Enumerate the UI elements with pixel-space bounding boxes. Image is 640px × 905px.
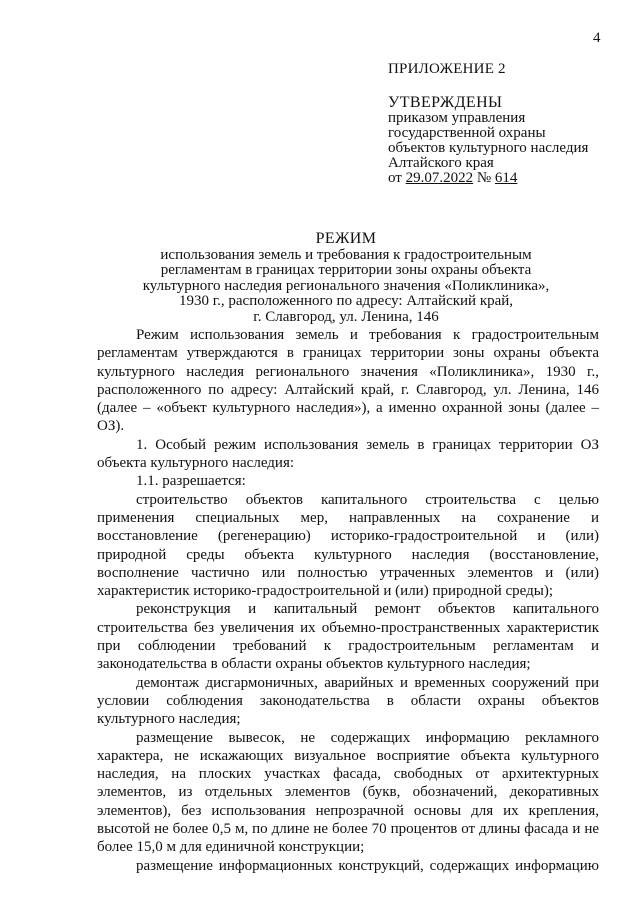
title-line: г. Славгород, ул. Ленина, 146 xyxy=(253,308,439,325)
title-line: использования земель и требования к градостроительным xyxy=(160,246,532,263)
approval-line: приказом управления xyxy=(388,110,526,126)
approval-number: 614 xyxy=(494,170,518,186)
approval-block xyxy=(388,95,588,186)
appendix-label: ПРИЛОЖЕНИЕ 2 xyxy=(388,61,506,77)
approval-heading: УТВЕРЖДЕНЫ xyxy=(388,94,503,111)
paragraph: размещение вывесок, не содержащих информацию рекламного характера, не искажающих визуальное восприятие объекта культурного наследия, на плоских участках фасада, свободных от архитектурных элементов, из отдельных элементов (букв, обозначений, декоративных элементов), без использования непрозрачной основы для их крепления, высотой не более 0,5 м, по длине не более 70 процентов от длины фасада и не более 15,0 м для единичной конструкции; xyxy=(97,729,599,856)
date-prefix: от xyxy=(388,170,406,186)
approval-line: объектов культурного наследия xyxy=(388,140,589,156)
title-heading: РЕЖИМ xyxy=(315,230,377,247)
page-number: 4 xyxy=(593,30,601,46)
paragraph: 1. Особый режим использования земель в границах территории ОЗ объекта культурного наследия: xyxy=(97,436,599,472)
approval-date-line xyxy=(388,171,588,186)
paragraph: строительство объектов капитального строительства с целью применения специальных мер, направленных на сохранение и восстановление (регенерацию) историко-градостроительной и (или) природной среды объекта культурного наследия (восстановление, восполнение частично или полностью утраченных элементов и (или) характеристик историко-градостроительной и (или) природной среды); xyxy=(97,491,599,600)
document-title xyxy=(96,231,596,325)
paragraph: Режим использования земель и требования к градостроительным регламентам утверждаются в границах территории зоны охраны объекта культурного наследия регионального значения «Поликлиника», 1930 г., расположенного по адресу: Алтайский край, г. Славгород, ул. Ленина, 146 (далее – «объект культурного наследия»), а именно охранной зоны (далее – ОЗ). xyxy=(97,327,599,435)
approval-line: Алтайского края xyxy=(388,155,494,171)
approval-line: государственной охраны xyxy=(388,125,546,141)
paragraph: демонтаж дисгармоничных, аварийных и временных сооружений при условии соблюдения законодательства в области охраны объектов культурного наследия; xyxy=(97,674,599,728)
number-prefix: № xyxy=(473,170,495,186)
title-line: культурного наследия регионального значения «Поликлиника», xyxy=(142,277,550,294)
paragraph: реконструкция и капитальный ремонт объектов капитального строительства без увеличения их объемно-пространственных характеристик при соблюдении требований к градостроительным регламентам и законодательства в области охраны объектов культурного наследия; xyxy=(97,601,599,673)
approval-date: 29.07.2022 xyxy=(405,170,474,186)
title-line: регламентам в границах территории зоны охраны объекта xyxy=(160,262,532,278)
paragraph: 1.1. разрешается: xyxy=(136,473,246,490)
document-body xyxy=(97,326,599,875)
title-line: 1930 г., расположенного по адресу: Алтайский край, xyxy=(178,293,514,309)
paragraph: размещение информационных конструкций, содержащих информацию xyxy=(136,857,599,874)
